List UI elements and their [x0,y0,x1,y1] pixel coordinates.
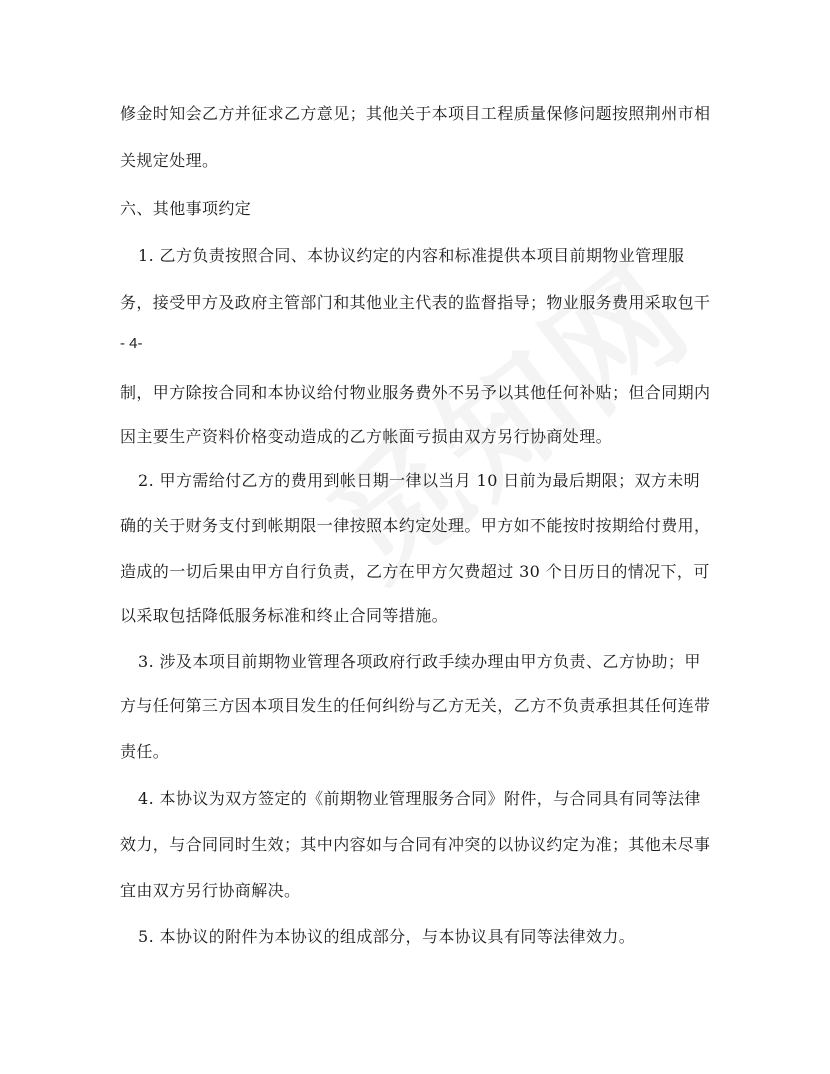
text-line: 确的关于财务支付到帐期限一律按照本约定处理。甲方如不能按时按期给付费用， [120,516,711,535]
text-line: 4. 本协议为双方签定的《前期物业管理服务合同》附件，与合同具有同等法律 [138,789,701,808]
text-line: 务，接受甲方及政府主管部门和其他业主代表的监督指导；物业服务费用采取包干 [120,293,711,312]
text-line: 制，甲方除按合同和本协议给付物业服务费外不另予以其他任何补贴；但合同期内 [120,383,711,402]
text-line: 责任。 [120,742,170,761]
text-line: 1. 乙方负责按照合同、本协议约定的内容和标准提供本项目前期物业管理服 [138,246,685,265]
text-line: 效力，与合同同时生效；其中内容如与合同有冲突的以协议约定为准；其他未尽事 [120,835,711,854]
text-line: 以采取包括降低服务标准和终止合同等措施。 [120,606,449,625]
text-line: 宜由双方另行协商解决。 [120,881,301,900]
text-line: 2. 甲方需给付乙方的费用到帐日期一律以当月 10 日前为最后期限；双方未明 [138,471,701,490]
text-line: 因主要生产资料价格变动造成的乙方帐面亏损由双方另行协商处理。 [120,427,613,446]
watermark-logo [286,214,723,613]
section-heading: 六、其他事项约定 [120,199,252,218]
text-line: 5. 本协议的附件为本协议的组成部分，与本协议具有同等法律效力。 [138,927,636,946]
text-line: 关规定处理。 [120,151,219,170]
text-line: 方与任何第三方因本项目发生的任何纠纷与乙方无关，乙方不负责承担其任何连带 [120,696,711,715]
text-line: 修金时知会乙方并征求乙方意见；其他关于本项目工程质量保修问题按照荆州市相 [120,104,711,123]
page-number: - 4- [120,335,143,352]
text-line: 3. 涉及本项目前期物业管理各项政府行政手续办理由甲方负责、乙方协助；甲 [138,652,701,671]
text-line: 造成的一切后果由甲方自行负责，乙方在甲方欠费超过 30 个日历日的情况下，可 [120,562,710,581]
